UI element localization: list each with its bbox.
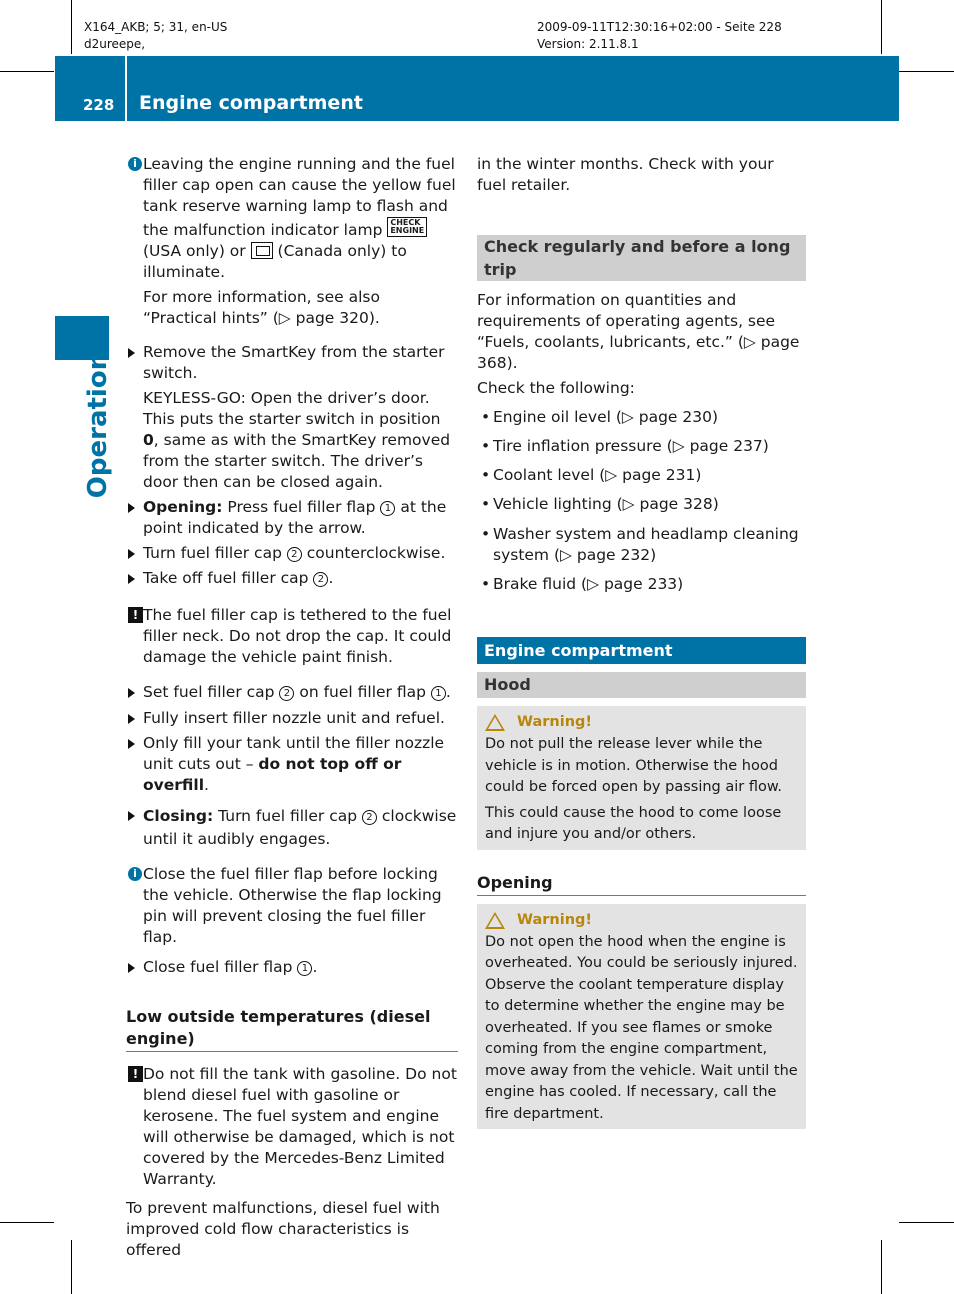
bullet-icon: • (481, 437, 491, 455)
bullet-icon: • (481, 408, 491, 426)
step-arrow-icon (128, 963, 135, 973)
info-text: Leaving the engine running and the fuel filler cap open can cause the yellow fuel tank reserve warning lamp to flash and the malfunction indicator lamp (143, 155, 456, 239)
step-text (143, 957, 458, 978)
check-engine-bottom: ENGINE (390, 226, 425, 235)
list-item (477, 465, 806, 486)
step-item (126, 342, 458, 493)
step-text (143, 682, 458, 703)
check-list (477, 407, 806, 595)
step-arrow-icon (128, 811, 135, 821)
page-title: Engine compartment (139, 92, 363, 114)
step-span: . (328, 569, 334, 587)
step-span: Close fuel filler flap (143, 958, 298, 976)
section-subheading: Opening (477, 872, 806, 896)
step-span: at the point indicated by the arrow. (143, 498, 447, 537)
step-bold: Opening: (143, 498, 223, 516)
step-span: on fuel filler flap (294, 683, 431, 701)
page-header (55, 56, 899, 121)
crop-mark (0, 1222, 54, 1223)
body-paragraph: To prevent malfunctions, diesel fuel with improved cold flow characteristics is offered (126, 1199, 440, 1259)
step-span: Turn fuel filler cap (143, 544, 287, 562)
step-text (143, 733, 458, 796)
step-bold: do not top off or overfill (143, 755, 402, 794)
step-bold: Closing: (143, 807, 214, 825)
section-bar-check: Check regularly and before a long trip (477, 235, 806, 281)
caution-text: The fuel filler cap is tethered to the fuel filler neck. Do not drop the cap. It could damage the vehicle paint finish. (143, 606, 452, 666)
list-item-text: Vehicle lighting (▷ page 328) (493, 495, 719, 513)
bullet-icon: • (481, 575, 491, 593)
list-item (477, 524, 806, 566)
caution-note (126, 1064, 458, 1190)
step-detail-text: KEYLESS-GO: Open the driver’s door. This puts the starter switch in position (143, 389, 441, 428)
step-text (143, 497, 458, 539)
step-item (126, 805, 458, 851)
step-span: counterclockwise. (301, 544, 446, 562)
info-note (126, 864, 458, 948)
section-label: Operation (83, 351, 113, 499)
list-item (477, 574, 806, 595)
warning-text: This could cause the hood to come loose and injure you and/or others. (485, 804, 782, 842)
list-item-text: Washer system and headlamp cleaning system (▷ page 232) (493, 525, 799, 564)
crop-mark (881, 0, 882, 54)
step-text: Fully insert filler nozzle unit and refuel. (143, 709, 445, 727)
engine-warning-icon (251, 242, 273, 259)
warning-heading (485, 710, 798, 734)
caution-icon: ! (128, 607, 143, 623)
step-span: Turn fuel filler cap (213, 807, 362, 825)
crop-mark (71, 0, 72, 54)
bullet-icon: • (481, 466, 491, 484)
step-item (126, 568, 458, 589)
callout-1-icon: 1 (431, 686, 446, 701)
step-item (126, 543, 458, 564)
crop-mark (881, 1240, 882, 1294)
meta-left-line2: d2ureepe, (84, 37, 146, 51)
section-bar-hood: Hood (477, 672, 806, 698)
callout-2-icon: 2 (313, 572, 328, 587)
warning-heading (485, 908, 798, 932)
step-span: Only fill your tank until the filler nozzle unit cuts out – (143, 734, 445, 773)
list-item-text: Brake fluid (▷ page 233) (493, 575, 684, 593)
body-paragraph: For information on quantities and requirements of operating agents, see “Fuels, coolants, lubricants, etc.” (▷ page 368). (477, 291, 800, 372)
info-paragraph (143, 154, 458, 283)
list-item (477, 494, 806, 515)
warning-title: Warning! (517, 911, 593, 928)
left-column (126, 154, 458, 1261)
list-item-text: Coolant level (▷ page 231) (493, 466, 702, 484)
step-arrow-icon (128, 549, 135, 559)
step-item (126, 497, 458, 539)
list-item-text: Tire inflation pressure (▷ page 237) (493, 437, 769, 455)
body-paragraph: in the winter months. Check with your fuel retailer. (477, 155, 774, 194)
step-arrow-icon (128, 688, 135, 698)
warning-text: Do not pull the release lever while the vehicle is in motion. Otherwise the hood could be forced open by passing air flow. (485, 736, 782, 795)
meta-right (537, 19, 782, 53)
meta-right-line1: 2009-09-11T12:30:16+02:00 - Seite 228 (537, 20, 782, 34)
step-text (143, 543, 458, 564)
step-arrow-icon (128, 739, 135, 749)
warning-triangle-icon (485, 714, 505, 731)
step-span: Press fuel filler flap (222, 498, 381, 516)
caution-icon: ! (128, 1066, 143, 1082)
caution-text: Do not fill the tank with gasoline. Do not blend diesel fuel with gasoline or kerosene. The fuel system and engine will otherwise be damaged, which is not covered by the Mercedes-Benz Limited Warranty. (143, 1065, 457, 1188)
step-detail-bold: 0 (143, 431, 154, 449)
info-text: (Canada only) to illuminate. (143, 242, 407, 281)
step-item (126, 682, 458, 703)
page-number: 228 (83, 96, 115, 114)
step-item (126, 733, 458, 796)
meta-right-line2: Version: 2.11.8.1 (537, 37, 639, 51)
check-engine-icon (387, 217, 427, 237)
warning-triangle-icon (485, 912, 505, 929)
right-column (477, 154, 806, 1129)
meta-left-line1: X164_AKB; 5; 31, en-US (84, 20, 228, 34)
step-span: . (204, 776, 209, 794)
info-text: Close the fuel filler flap before locking the vehicle. Otherwise the flap locking pin will prevent closing the fuel filler flap. (143, 865, 442, 946)
step-text (143, 805, 458, 851)
crop-mark (0, 71, 54, 72)
step-text: Remove the SmartKey from the starter switch. (143, 343, 445, 382)
bullet-icon: • (481, 495, 491, 513)
step-span: . (312, 958, 318, 976)
list-item (477, 407, 806, 428)
list-item-text: Engine oil level (▷ page 230) (493, 408, 719, 426)
step-arrow-icon (128, 348, 135, 358)
callout-1-icon: 1 (297, 961, 312, 976)
body-paragraph: Check the following: (477, 379, 635, 397)
crop-mark (899, 71, 954, 72)
caution-note (126, 605, 458, 668)
step-span: Take off fuel filler cap (143, 569, 314, 587)
warning-box (477, 706, 806, 850)
section-subheading: Low outside temperatures (diesel engine) (126, 1006, 458, 1052)
crop-mark (71, 1240, 72, 1294)
step-text (143, 568, 458, 589)
header-divider (125, 56, 127, 121)
callout-2-icon: 2 (362, 810, 377, 825)
info-icon: i (128, 157, 142, 171)
step-arrow-icon (128, 574, 135, 584)
step-item (126, 708, 458, 729)
step-detail (143, 388, 458, 493)
bullet-icon: • (481, 525, 491, 543)
check-engine-top: CHECK (390, 218, 421, 227)
callout-2-icon: 2 (287, 547, 302, 562)
warning-box (477, 904, 806, 1130)
step-span: Set fuel filler cap (143, 683, 280, 701)
info-text: (USA only) or (143, 242, 251, 260)
info-note (126, 154, 458, 329)
step-span: . (445, 683, 451, 701)
callout-2-icon: 2 (279, 686, 294, 701)
step-arrow-icon (128, 503, 135, 513)
list-item (477, 436, 806, 457)
crop-mark (899, 1222, 954, 1223)
meta-left (84, 19, 227, 53)
warning-text: Do not open the hood when the engine is overheated. You could be seriously injured. Observe the coolant temperature display to determine whether the engine may be overheated. If you see flames or smoke coming from the engine compartment, move away from the vehicle. Wait until the engine has cooled. If necessary, call the fire department. (485, 933, 798, 1122)
info-icon: i (128, 867, 142, 881)
step-item (126, 957, 458, 978)
info-paragraph-2: For more information, see also “Practical hints” (▷ page 320). (143, 288, 380, 327)
warning-title: Warning! (517, 714, 593, 730)
step-arrow-icon (128, 714, 135, 724)
step-detail-text: , same as with the SmartKey removed from the starter switch. The driver’s door then can be closed again. (143, 431, 451, 491)
section-bar-engine: Engine compartment (477, 637, 806, 664)
callout-1-icon: 1 (380, 501, 395, 516)
step-span: clockwise until it audibly engages. (143, 807, 457, 848)
